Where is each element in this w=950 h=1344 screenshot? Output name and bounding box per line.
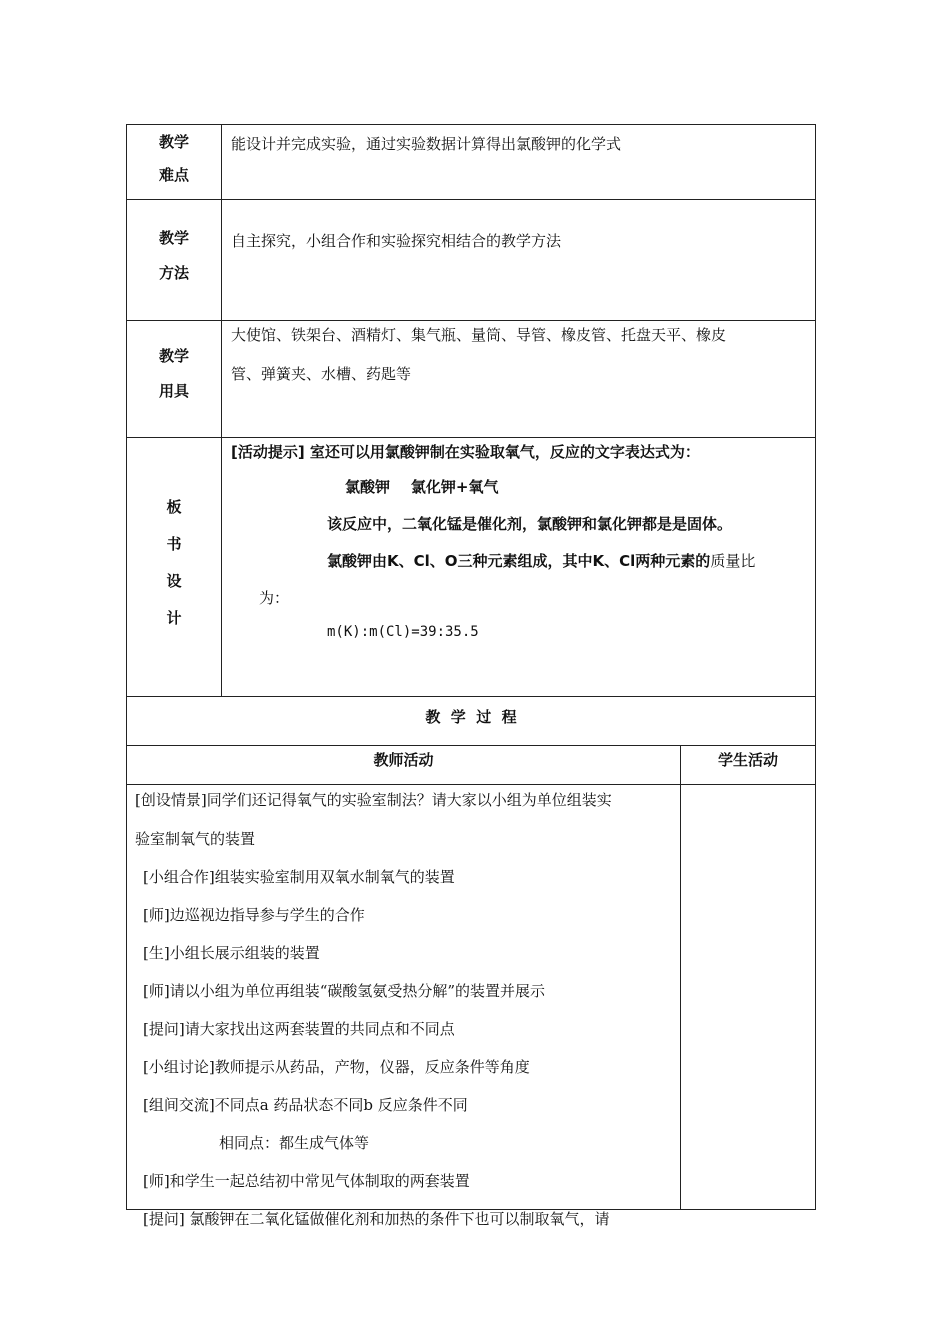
process-line: 验室制氧气的装置 <box>135 830 256 848</box>
student-activity-content <box>681 785 815 1209</box>
tools-line: 管、弹簧夹、水槽、药匙等 <box>231 365 412 383</box>
process-header-row <box>127 746 815 785</box>
process-line: [创设情景]同学们还记得氧气的实验室制法？请大家以小组为单位组装实 <box>135 791 612 809</box>
teacher-activity-content <box>135 789 675 1229</box>
label-line: 板 <box>166 498 182 516</box>
label-line: 教学 <box>158 229 189 247</box>
label-line: 计 <box>166 609 182 627</box>
content-teaching-method <box>223 200 815 320</box>
difficulty-text: 能设计并完成实验，通过实验数据计算得出氯酸钾的化学式 <box>231 135 622 153</box>
method-text: 自主探究，小组合作和实验探究相结合的教学方法 <box>231 232 562 250</box>
process-line: [提问] 氯酸钾在二氧化锰做催化剂和加热的条件下也可以制取氧气，请 <box>143 1210 610 1228</box>
board-text: 质量比 <box>710 552 756 570</box>
process-line: [组间交流]不同点a 药品状态不同b 反应条件不同 <box>143 1096 468 1114</box>
process-line: 相同点：都生成气体等 <box>219 1134 370 1152</box>
label-teaching-tools <box>127 321 222 437</box>
row-board-design <box>127 438 815 697</box>
process-line: [师]请以小组为单位再组装“碳酸氢氨受热分解”的装置并展示 <box>143 982 546 1000</box>
process-title: 教 学 过 程 <box>425 708 517 726</box>
process-line: [小组合作]组装实验室制用双氧水制氧气的装置 <box>143 868 455 886</box>
content-teaching-tools <box>223 321 815 437</box>
board-formula: m(K):m(Cl)=39:35.5 <box>327 624 479 640</box>
label-teaching-difficulty <box>127 125 222 199</box>
content-teaching-difficulty <box>223 125 815 199</box>
tools-line: 大使馆、铁架台、酒精灯、集气瓶、量筒、导管、橡皮管、托盘天平、橡皮 <box>231 326 727 344</box>
label-line: 教学 <box>158 133 189 151</box>
process-line: [师]边巡视边指导参与学生的合作 <box>143 906 365 924</box>
content-board-design <box>223 438 815 696</box>
label-line: 难点 <box>158 166 189 184</box>
board-line <box>231 550 807 571</box>
row-teaching-difficulty <box>127 125 815 200</box>
label-line: 教学 <box>158 347 189 365</box>
board-text-bold: 氯酸钾由K、Cl、O三种元素组成，其中K、Cl两种元素的 <box>327 552 711 570</box>
student-activity-header: 学生活动 <box>717 751 778 769</box>
process-line: [生]小组长展示组装的装置 <box>143 944 320 962</box>
process-line: [师]和学生一起总结初中常见气体制取的两套装置 <box>143 1172 470 1190</box>
label-teaching-method <box>127 200 222 320</box>
teacher-activity-header: 教师活动 <box>373 751 434 769</box>
label-line: 书 <box>166 535 182 553</box>
process-line: [提问]请大家找出这两套装置的共同点和不同点 <box>143 1020 455 1038</box>
row-teaching-method <box>127 200 815 321</box>
board-line: 氯酸钾 氯化钾+氧气 <box>345 478 499 496</box>
label-board-design <box>127 438 222 696</box>
label-line: 用具 <box>158 382 189 400</box>
lesson-plan-table <box>126 124 816 1228</box>
row-teaching-tools <box>127 321 815 438</box>
board-line: 为： <box>259 589 290 607</box>
process-line: [小组讨论]教师提示从药品，产物，仪器，反应条件等角度 <box>143 1058 530 1076</box>
board-line: 该反应中，二氧化锰是催化剂，氯酸钾和氯化钾都是是固体。 <box>327 515 733 533</box>
process-content-row <box>127 785 815 1228</box>
board-line: [活动提示] 室还可以用氯酸钾制在实验取氧气，反应的文字表达式为： <box>231 443 700 461</box>
label-line: 方法 <box>158 264 189 282</box>
process-title-row <box>127 697 815 746</box>
label-line: 设 <box>166 572 182 590</box>
